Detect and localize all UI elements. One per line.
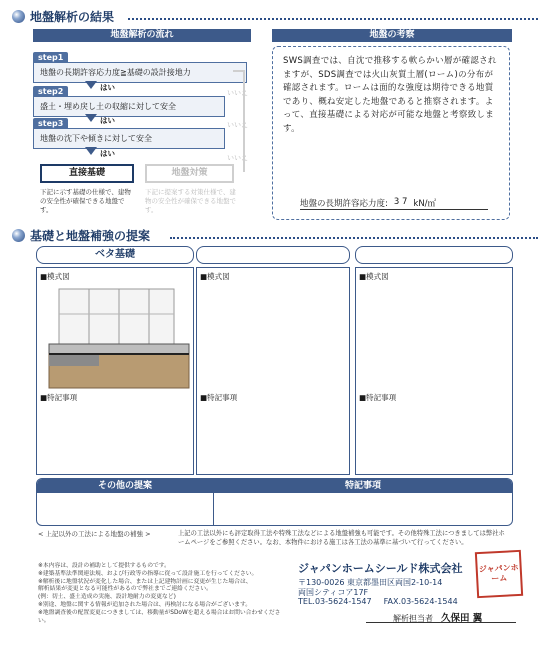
section-proposal-title: 基礎と地盤補強の提案 xyxy=(30,229,151,243)
yes-label: はい xyxy=(100,116,115,125)
schematic-label: ■模式図 xyxy=(40,272,70,281)
bullet-icon xyxy=(12,229,25,242)
no-path-connector xyxy=(233,70,245,172)
company-seal xyxy=(475,550,523,598)
other-proposal-header: その他の提案 xyxy=(37,479,213,493)
section-result-heading xyxy=(12,8,114,25)
analyst-label: 解析担当者 xyxy=(393,614,433,623)
step1-tag: step1 xyxy=(33,52,68,63)
step3-text: 地盤の沈下や傾きに対して安全 xyxy=(40,134,152,143)
step2-text: 盛土・埋め戻し土の収縮に対して安全 xyxy=(40,102,176,111)
proposal-title-1: ベタ基礎 xyxy=(36,246,194,264)
company-contact xyxy=(298,597,458,606)
result-direct-foundation: 直接基礎 xyxy=(40,164,134,183)
mat-foundation-diagram xyxy=(39,284,191,390)
no-label: いいえ xyxy=(227,121,248,129)
notes-label: ■特記事項 xyxy=(359,393,397,402)
section-proposal-heading xyxy=(12,227,150,244)
capacity-value: 3 7 xyxy=(393,197,408,207)
analyst-name: 久保田 翼 xyxy=(441,613,483,624)
proposal-panel-1 xyxy=(36,267,194,475)
schematic-label: ■模式図 xyxy=(200,272,230,281)
company-fax: FAX.03-5624-1544 xyxy=(383,597,458,606)
step1-box xyxy=(33,62,247,83)
footnote-line: ※地盤調査後の配置変更につきましては、移動量がSDoWを超える場合はお問い合わせください。 xyxy=(38,609,281,624)
proposal-title-2 xyxy=(196,246,350,264)
footnote-line: ※別途、地盤に関する情報が追加された場合は、再検討になる場合がございます。 xyxy=(38,602,252,609)
company-building: 両国シティコア17F xyxy=(298,588,369,597)
capacity-unit: kN/㎡ xyxy=(413,199,437,209)
note-direct: 下記に示す基礎の仕様で、建物の安全性が確保できる地盤です。 xyxy=(40,188,131,214)
company-postal: 〒130-0026 東京都墨田区両国2-10-14 xyxy=(298,578,443,587)
notes-label: ■特記事項 xyxy=(200,393,238,402)
step2-box xyxy=(33,96,225,117)
table-divider xyxy=(213,479,214,525)
analyst-underline xyxy=(366,622,516,623)
heading-dotted-rule xyxy=(170,237,538,239)
no-label: いいえ xyxy=(227,154,248,162)
flow-header: 地盤解析の流れ xyxy=(33,29,251,42)
capacity-row xyxy=(300,197,488,210)
step1-text: 地盤の長期許容応力度≧基礎の設計接地力 xyxy=(40,68,191,77)
no-label: いいえ xyxy=(227,89,248,97)
proposal-panel-3 xyxy=(355,267,513,475)
step2-tag: step2 xyxy=(33,86,68,97)
yes-label: はい xyxy=(100,149,115,158)
footnote-line: ※建築基準法準関連法規、および行政等の指導に従って設計施工を行ってください。 xyxy=(38,570,258,577)
section-result-title: 地盤解析の結果 xyxy=(30,10,115,24)
disclaimer-left: < 上記以外の工法による地盤の補強 > xyxy=(38,530,151,538)
proposal-title-3 xyxy=(355,246,513,264)
company-tel: TEL.03-5624-1547 xyxy=(298,597,372,606)
arrow-down-icon xyxy=(85,114,97,122)
heading-dotted-rule xyxy=(128,18,538,20)
consideration-text: SWS調査では、自沈で推移する軟らかい層が確認されますが、SDS調査では火山灰質土層(ローム)の分布が確認されます。ロームは面的な強度は期待できる地質であり、概ね安定した地盤であると推察されます。よって、直接基礎による対応が可能な地盤と考察致します。 xyxy=(283,56,497,134)
consideration-header: 地盤の考察 xyxy=(272,29,512,42)
company-name: ジャパンホームシールド株式会社 xyxy=(298,562,463,575)
footnotes xyxy=(38,563,288,626)
step3-box xyxy=(33,128,225,149)
yes-label: はい xyxy=(100,83,115,92)
disclaimer-right: 上記の工法以外にも評定取得工法や特殊工法などによる地盤補強も可能です。その他特殊工法につきましては弊社ホームページをご参照ください。なお、本物件における施工は各工法の基準に基づいて行ってください。 xyxy=(178,530,505,546)
arrow-down-icon xyxy=(85,147,97,155)
note-measure: 下記に提案する対策仕様で、建物の安全性が確保できる地盤です。 xyxy=(145,188,236,214)
footnote-line: (例：切土、盛土造成の実施、設計地耐力の変更など) xyxy=(38,594,176,601)
notes-label: ■特記事項 xyxy=(40,393,78,402)
proposal-panel-2 xyxy=(196,267,350,475)
arrow-down-icon xyxy=(85,81,97,89)
step3-tag: step3 xyxy=(33,118,68,129)
result-ground-measure: 地盤対策 xyxy=(145,164,234,183)
schematic-label: ■模式図 xyxy=(359,272,389,281)
footnote-line: ※解析後に地盤状況が変化した場合、または上記建物計画に変更が生じた場合は、 xyxy=(38,578,252,585)
footnote-line: 解析結果が変更となる可能性があるので弊社までご連絡ください。 xyxy=(38,586,212,593)
other-notes-header: 特記事項 xyxy=(214,479,512,493)
seal-text: ジャパンホーム xyxy=(478,562,519,584)
bullet-icon xyxy=(12,10,25,23)
footnote-line: ※本内容は、設計の補助として提供するものです。 xyxy=(38,563,170,569)
other-proposal-table xyxy=(36,478,513,526)
capacity-label: 地盤の長期許容応力度: xyxy=(300,199,388,209)
